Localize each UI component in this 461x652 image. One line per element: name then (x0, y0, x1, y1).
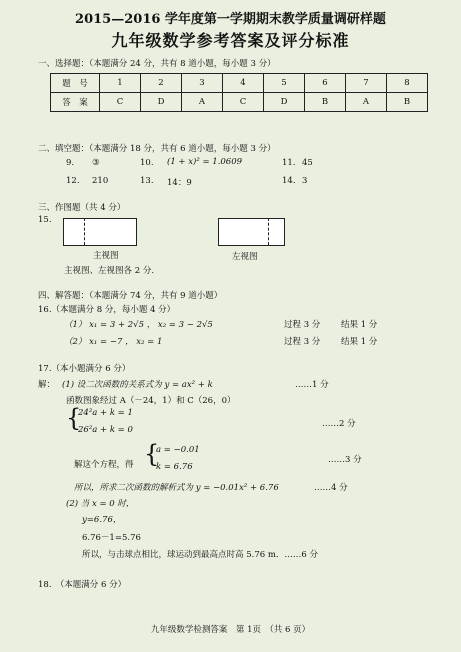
q17-equation: 24²a + k = 1 (78, 408, 133, 418)
front-view-hidden-line (84, 218, 85, 245)
question-number: 15. (38, 215, 52, 225)
left-view-drawing (218, 218, 285, 246)
fill-item-answer: 14：9 (167, 178, 192, 188)
fill-item-num: 13. (140, 176, 154, 186)
fill-item-answer: (1 + x)² = 1.0609 (167, 157, 243, 167)
brace-left-icon: { (144, 440, 160, 468)
table-cell: A (346, 93, 387, 112)
table-cell: C (223, 93, 264, 112)
fill-item-answer: ③ (92, 158, 100, 168)
table-cell: 5 (264, 74, 305, 93)
table-cell: D (264, 93, 305, 112)
page-footer: 九年级数学检测答案 第 1页 （共 6 页） (150, 625, 311, 635)
row-label-answer: 答 案 (51, 93, 100, 112)
page-subtitle: 九年级数学参考答案及评分标准 (111, 31, 350, 50)
q16-process-score: 过程 3 分 (284, 337, 321, 347)
fill-item-num: 10. (140, 158, 154, 168)
q17-score: ……4 分 (314, 483, 348, 493)
fill-item-answer: 3 (302, 176, 308, 186)
q17-line: (1) 设二次函数的关系式为 y = ax² + k (62, 380, 213, 390)
q16-heading: 16.（本题满分 8 分，每小题 4 分） (38, 305, 176, 315)
table-cell: B (387, 93, 428, 112)
q17-heading: 17.（本小题满分 6 分） (38, 364, 131, 374)
q17-line: y=6.76， (82, 515, 122, 525)
q16-process-score: 过程 3 分 (284, 320, 321, 330)
q17-line: 解这个方程，得 (74, 460, 134, 470)
table-cell: 8 (387, 74, 428, 93)
q16-result-score: 结果 1 分 (341, 337, 378, 347)
fill-item-answer: 45 (302, 158, 313, 168)
q17-equation: a = −0.01 (156, 445, 200, 455)
q17-equation: k = 6.76 (156, 462, 193, 472)
q17-line: 函数图象经过 A（－24，1）和 C（26，0） (66, 396, 236, 406)
answer-table (50, 73, 428, 112)
section1-heading: 一、选择题：（本题满分 24 分，共有 8 道小题，每小题 3 分） (38, 59, 276, 69)
front-view-label: 主视图 (93, 251, 119, 261)
left-view-label: 左视图 (232, 252, 258, 262)
table-cell: 4 (223, 74, 264, 93)
section3-heading: 三、作图题（共 4 分） (38, 203, 126, 213)
q17-score: ……2 分 (322, 419, 356, 429)
brace-left-icon: { (66, 404, 82, 432)
fill-item-num: 9. (66, 158, 75, 168)
fill-item-num: 11. (282, 158, 296, 168)
table-cell: 2 (141, 74, 182, 93)
q16-result-score: 结果 1 分 (341, 320, 378, 330)
left-view-hidden-line (268, 218, 269, 245)
table-cell: 6 (305, 74, 346, 93)
front-view-drawing (63, 218, 137, 246)
q17-score: ……1 分 (295, 380, 329, 390)
table-row (51, 93, 428, 112)
table-cell: 3 (182, 74, 223, 93)
table-cell: C (100, 93, 141, 112)
section3-note: 主视图、左视图各 2 分. (64, 266, 155, 276)
q17-solution-prefix: 解： (38, 380, 56, 390)
section4-heading: 四、解答题：（本题满分 74 分，共有 9 道小题） (38, 291, 223, 301)
q17-score: ……3 分 (328, 455, 362, 465)
q16-answer-2: （2） x₁ = −7 ， x₂ = 1 (64, 337, 163, 347)
q18-heading: 18. （本题满分 6 分） (38, 580, 127, 590)
row-label-question: 题 号 (51, 74, 100, 93)
page-title: 2015—2016 学年度第一学期期末教学质量调研样题 (75, 12, 386, 27)
table-cell: 7 (346, 74, 387, 93)
section2-heading: 二、填空题：（本题满分 18 分，共有 6 道小题，每小题 3 分） (38, 144, 276, 154)
fill-item-num: 12. (66, 176, 80, 186)
fill-item-num: 14. (282, 176, 296, 186)
q17-line: 所以，与击球点相比，球运动到最高点时高 5.76 m．……6 分 (82, 550, 319, 560)
table-cell: A (182, 93, 223, 112)
q16-answer-1: （1） x₁ = 3 + 2√5 ， x₂ = 3 − 2√5 (64, 320, 213, 330)
table-cell: 1 (100, 74, 141, 93)
q17-line: (2) 当 x = 0 时， (66, 499, 135, 509)
q17-line: 6.76－1=5.76 (82, 533, 141, 543)
q17-equation: 26²a + k = 0 (78, 425, 133, 435)
table-row (51, 74, 428, 93)
table-cell: B (305, 93, 346, 112)
fill-item-answer: 210 (92, 176, 109, 186)
q17-line: 所以，所求二次函数的解析式为 y = −0.01x² + 6.76 (74, 483, 279, 493)
table-cell: D (141, 93, 182, 112)
